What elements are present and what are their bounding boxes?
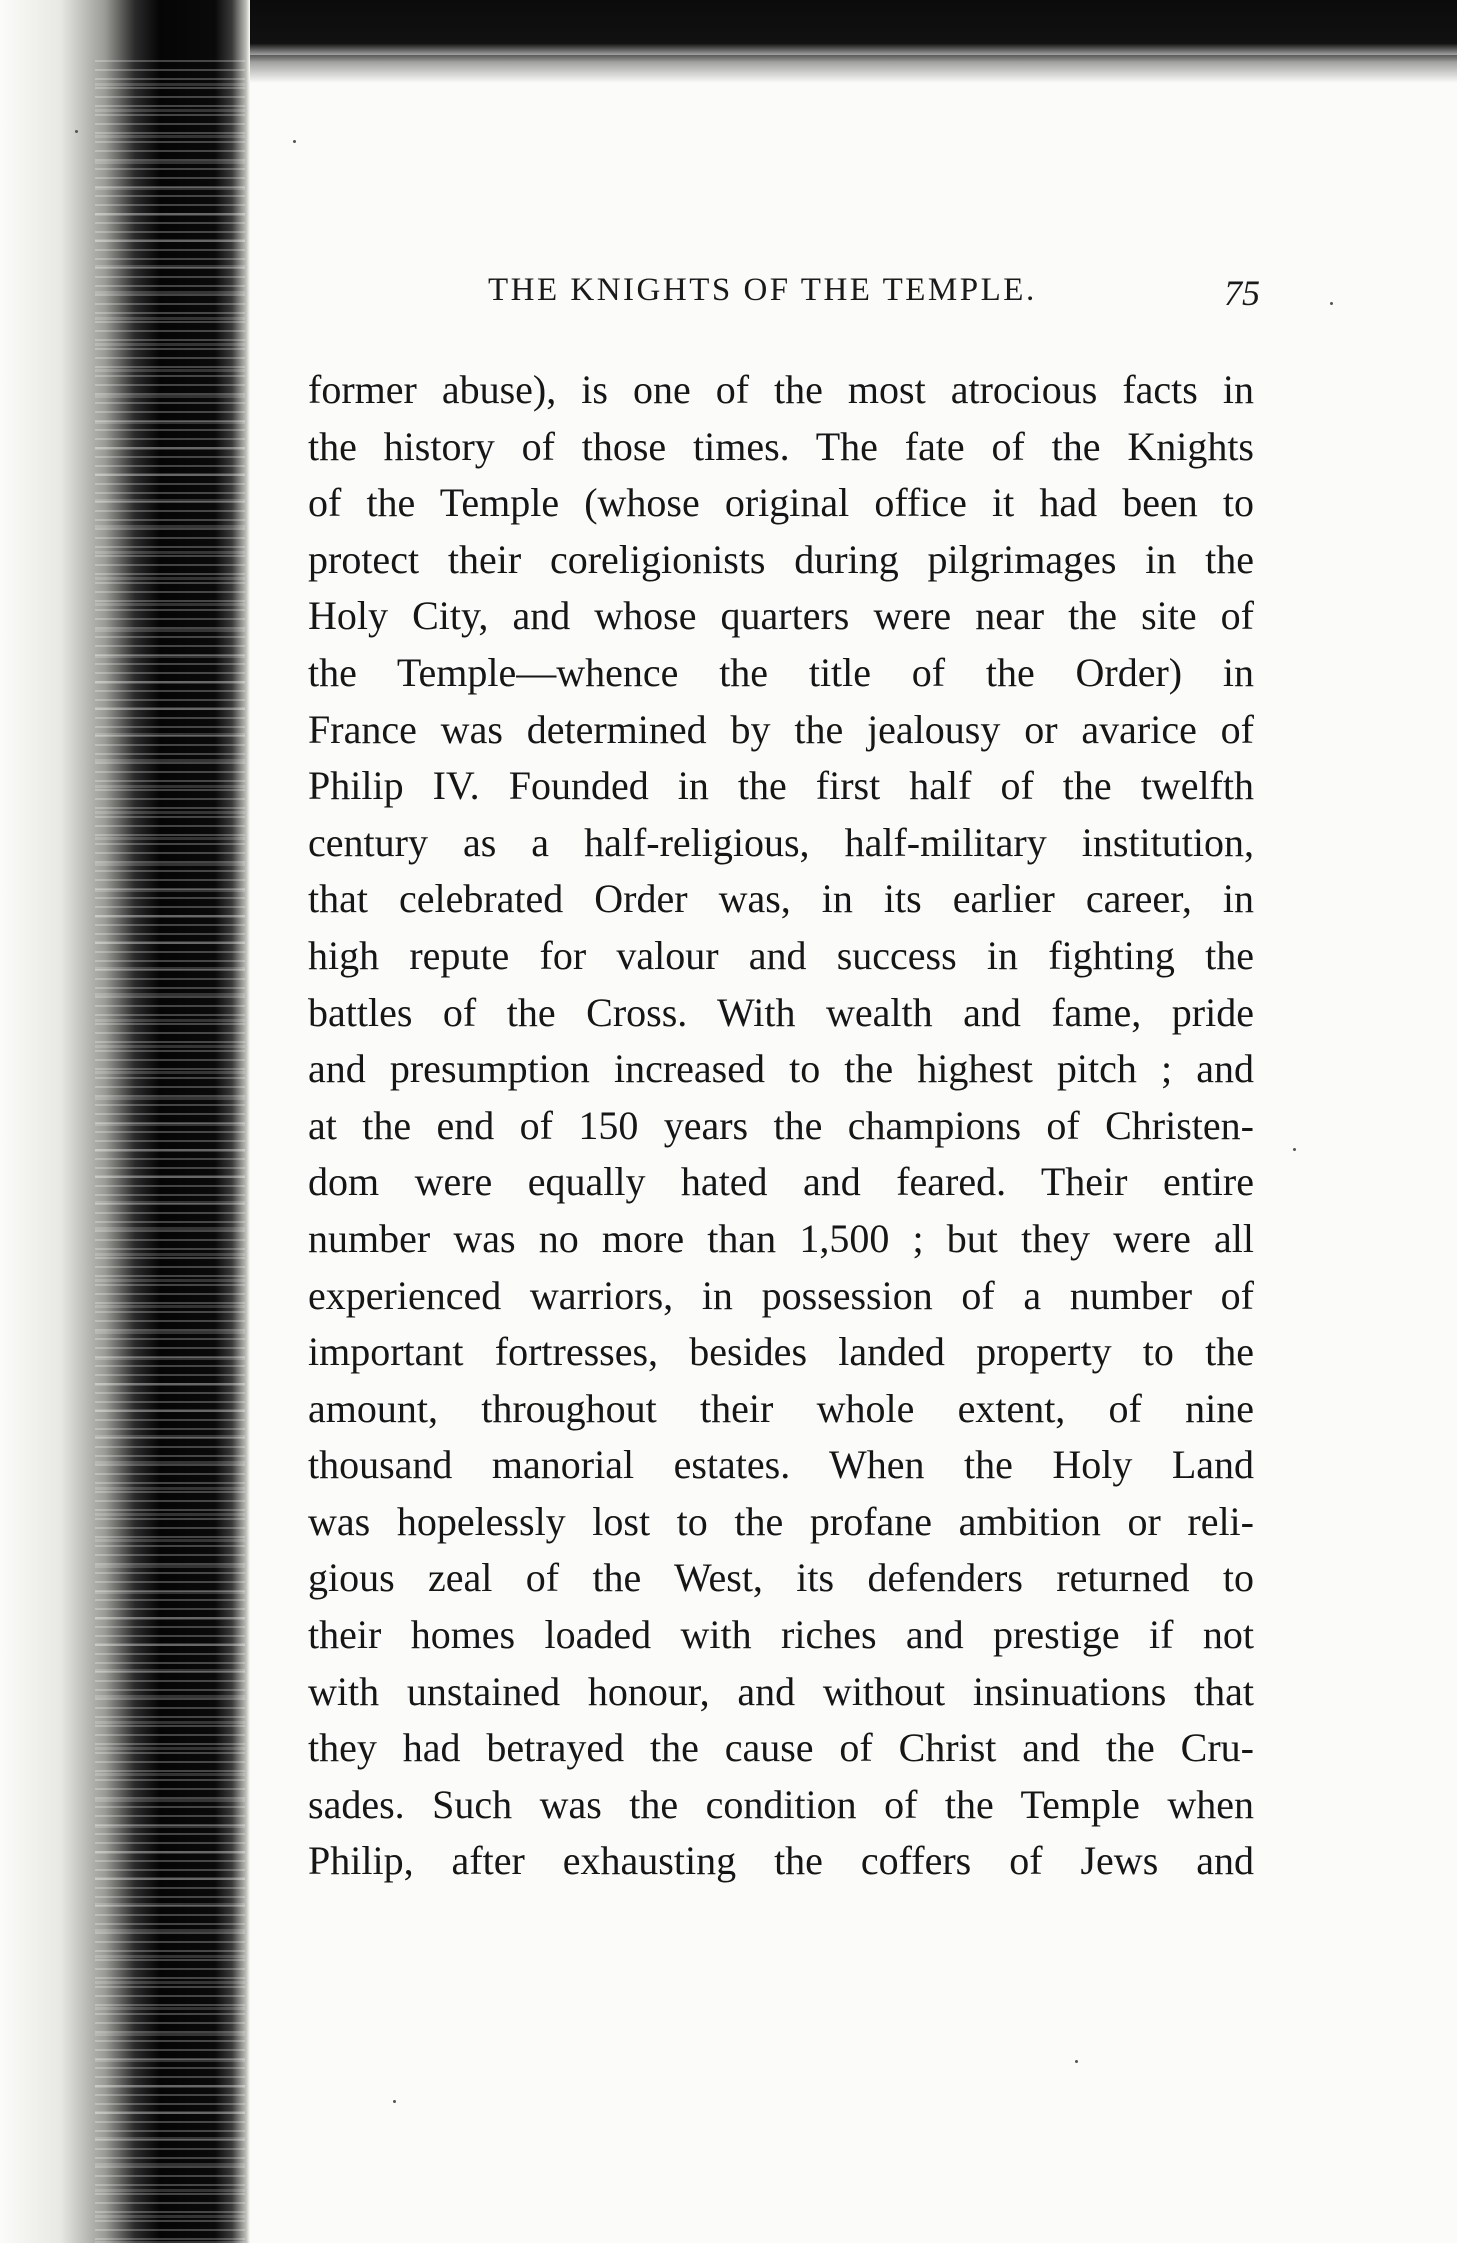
- text-line: was hopelessly lost to the profane ambition or reli-: [308, 1498, 1254, 1544]
- scan-speck: [1293, 1148, 1296, 1151]
- text-line: the Temple—whence the title of the Order) in: [308, 649, 1254, 695]
- scan-speck: [75, 130, 78, 133]
- gutter-speckle-texture: [95, 60, 245, 2243]
- scan-speck: [293, 140, 296, 143]
- page-number: 75: [1224, 273, 1260, 313]
- text-line: their homes loaded with riches and prestige if not: [308, 1612, 1254, 1658]
- text-line: battles of the Cross. With wealth and fame, pride: [308, 989, 1254, 1035]
- text-line: sades. Such was the condition of the Temple when: [308, 1781, 1254, 1827]
- text-line: thousand manorial estates. When the Holy Land: [308, 1442, 1254, 1488]
- text-line: amount, throughout their whole extent, of nine: [308, 1385, 1254, 1431]
- text-line: with unstained honour, and without insinuations that: [308, 1668, 1254, 1714]
- text-line: and presumption increased to the highest pitch ; and: [308, 1046, 1254, 1092]
- text-line: Holy City, and whose quarters were near the site of: [308, 593, 1254, 639]
- text-line: number was no more than 1,500 ; but they were all: [308, 1215, 1254, 1261]
- text-line: gious zeal of the West, its defenders returned to: [308, 1555, 1254, 1601]
- text-line: experienced warriors, in possession of a number of: [308, 1272, 1254, 1318]
- scan-top-shadow: [180, 55, 1457, 83]
- text-line: of the Temple (whose original office it had been to: [308, 480, 1254, 526]
- text-line: high repute for valour and success in fighting the: [308, 932, 1254, 978]
- text-line: Philip IV. Founded in the first half of the twelfth: [308, 763, 1254, 809]
- text-line: former abuse), is one of the most atrocious facts in: [308, 367, 1254, 412]
- running-head: THE KNIGHTS OF THE TEMPLE.: [488, 272, 1037, 308]
- text-line: century as a half-religious, half-military institution,: [308, 819, 1254, 865]
- text-line: Philip, after exhausting the coffers of Jews and: [308, 1838, 1254, 1884]
- text-line: important fortresses, besides landed property to the: [308, 1329, 1254, 1375]
- page-header: [300, 272, 1260, 322]
- text-line: France was determined by the jealousy or avarice of: [308, 706, 1254, 752]
- text-line: the history of those times. The fate of the Knights: [308, 423, 1254, 469]
- text-line: at the end of 150 years the champions of Christen-: [308, 1102, 1254, 1148]
- body-paragraph: [308, 362, 1254, 1890]
- text-line: protect their coreligionists during pilgrimages in the: [308, 536, 1254, 582]
- text-line: they had betrayed the cause of Christ and the Cru-: [308, 1725, 1254, 1771]
- text-line: dom were equally hated and feared. Their entire: [308, 1159, 1254, 1205]
- scan-speck: [393, 2100, 396, 2103]
- scan-speck: [1330, 302, 1333, 305]
- text-line: that celebrated Order was, in its earlier career, in: [308, 876, 1254, 922]
- scan-speck: [1075, 2060, 1078, 2063]
